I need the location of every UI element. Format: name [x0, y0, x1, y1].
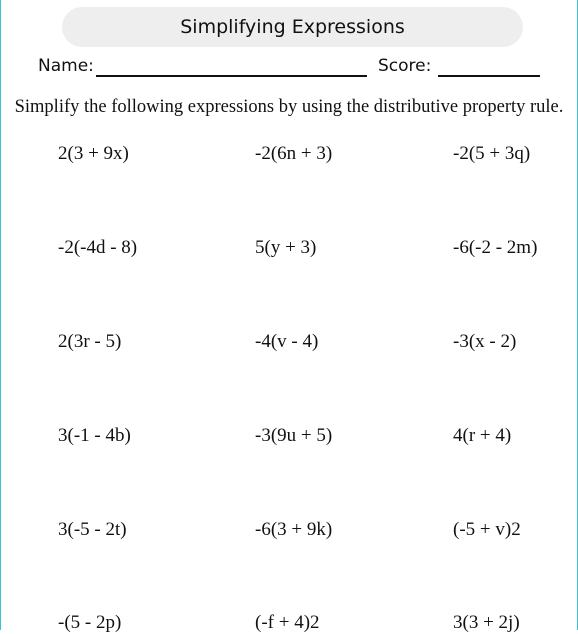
score-label: Score:: [378, 56, 432, 76]
problem-2: -2(6n + 3): [255, 143, 333, 164]
problem-8: -4(v - 4): [255, 331, 319, 352]
problem-5: 5(y + 3): [255, 237, 317, 258]
problem-18: 3(3 + 2j): [453, 612, 520, 633]
instructions: Simplify the following expressions by using the distributive property rule.: [14, 97, 564, 117]
problem-13: 3(-5 - 2t): [58, 519, 127, 540]
problem-1: 2(3 + 9x): [58, 143, 129, 164]
problem-10: 3(-1 - 4b): [58, 425, 131, 446]
problem-9: -3(x - 2): [453, 331, 517, 352]
title-text: Simplifying Expressions: [180, 16, 405, 38]
problem-17: (-f + 4)2: [255, 612, 320, 633]
problem-4: -2(-4d - 8): [58, 237, 138, 258]
problem-16: -(5 - 2p): [58, 612, 122, 633]
problem-3: -2(5 + 3q): [453, 143, 531, 164]
name-label: Name:: [38, 56, 94, 76]
problem-11: -3(9u + 5): [255, 425, 333, 446]
problem-7: 2(3r - 5): [58, 331, 122, 352]
problem-14: -6(3 + 9k): [255, 519, 333, 540]
problem-12: 4(r + 4): [453, 425, 512, 446]
problem-15: (-5 + v)2: [453, 519, 521, 540]
problem-6: -6(-2 - 2m): [453, 237, 538, 258]
